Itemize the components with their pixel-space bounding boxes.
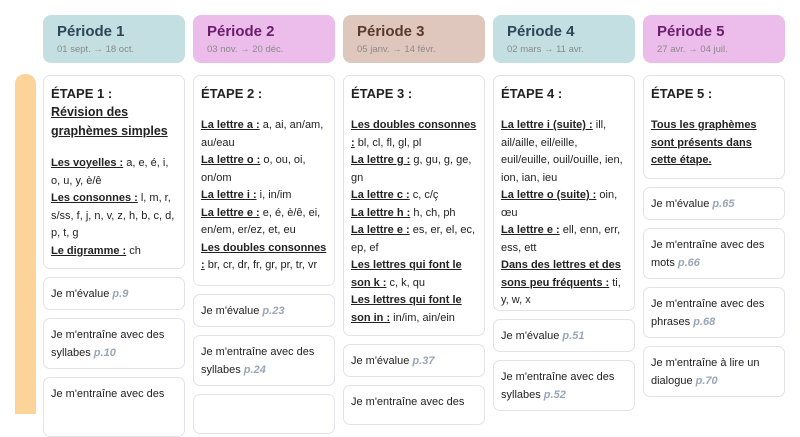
period-title: Période 5 [657, 23, 725, 40]
period-header-5[interactable] [643, 15, 785, 63]
step-card[interactable] [493, 75, 635, 311]
item-label: La lettre e : [351, 224, 410, 236]
period-column-5 [643, 15, 785, 437]
step-item [501, 257, 627, 310]
step-card[interactable] [43, 75, 185, 269]
step-item [201, 117, 327, 152]
page-ref: p.65 [712, 198, 735, 210]
periods-grid [43, 15, 785, 437]
exercise-label: Je m'évalue [651, 198, 713, 210]
step-item [651, 117, 777, 170]
exercise-label: Je m'entraîne avec des phrases [651, 298, 765, 328]
period-header-3[interactable] [343, 15, 485, 63]
item-value: o, ou, oi, on/om [201, 154, 306, 184]
item-value: ti, y, w, x [501, 276, 621, 306]
item-value: e, é, è/ê, ei, en/em, er/ez, et, eu [201, 206, 321, 236]
period-dates: 02 mars → 11 avr. [507, 44, 584, 55]
item-label: La lettre o : [201, 154, 261, 166]
item-value: ill, ail/aille, eil/eille, euil/euille, ouil/ouille, ien, ion, ian, ieu [501, 119, 623, 184]
exercise-label: Je m'évalue [201, 305, 263, 317]
item-label: Dans des lettres et des sons peu fréquents : [501, 259, 621, 289]
exercise-card[interactable] [193, 294, 335, 327]
item-label: Le digramme : [51, 244, 127, 257]
page-ref: p.9 [112, 288, 129, 300]
item-label: Les voyelles : [51, 157, 124, 169]
item-label: Les lettres qui font le son in : [351, 294, 462, 324]
period-cards [493, 75, 635, 411]
step-title: ÉTAPE 2 : [201, 86, 263, 101]
exercise-card[interactable] [43, 377, 185, 437]
step-title: ÉTAPE 5 : [651, 86, 713, 101]
step-item [201, 152, 327, 187]
step-item [51, 243, 177, 261]
exercise-label: Je m'entraîne avec des syllabes [201, 346, 315, 376]
exercise-card[interactable] [193, 394, 335, 434]
period-title: Période 1 [57, 23, 125, 40]
step-card[interactable] [643, 75, 785, 179]
item-label: La lettre e : [501, 224, 560, 236]
exercise-card[interactable] [493, 319, 635, 352]
step-item [201, 187, 327, 205]
exercise-label: Je m'évalue [501, 330, 563, 342]
step-item [201, 240, 327, 275]
exercise-card[interactable] [43, 318, 185, 369]
exercise-label: Je m'entraîne avec des [351, 396, 465, 408]
period-cards [343, 75, 485, 425]
period-dates: 03 nov. → 20 déc. [207, 44, 284, 55]
step-item [501, 187, 627, 222]
period-title: Période 3 [357, 23, 425, 40]
step-title: ÉTAPE 4 : [501, 86, 563, 101]
period-dates: 27 avr. → 04 juil. [657, 44, 728, 55]
item-value: c, c/ç [409, 189, 439, 201]
item-value: a, e, é, i, o, u, y, è/ê [51, 157, 169, 187]
item-label: Les doubles consonnes : [201, 241, 327, 271]
exercise-label: Je m'entraîne avec des mots [651, 239, 765, 269]
item-label: Les doubles consonnes : [351, 119, 477, 149]
page-ref: p.68 [693, 316, 716, 328]
item-label: Les lettres qui font le son k : [351, 259, 462, 289]
step-item [351, 292, 477, 327]
exercise-card[interactable] [643, 228, 785, 279]
item-label: La lettre a : [201, 119, 260, 131]
page-ref: p.23 [262, 305, 285, 317]
item-label: Tous les graphèmes sont présents dans cette étape. [651, 119, 757, 166]
item-value: i, in/im [256, 189, 292, 201]
item-value: ell, enn, err, ess, ett [501, 224, 621, 254]
item-label: La lettre h : [351, 206, 411, 219]
item-value: oin, œu [501, 189, 618, 219]
step-item [501, 117, 627, 187]
page-ref: p.51 [562, 330, 585, 342]
period-cards [643, 75, 785, 397]
period-title: Période 2 [207, 23, 275, 40]
exercise-card[interactable] [343, 385, 485, 425]
page-ref: p.37 [412, 355, 435, 367]
step-item [351, 187, 477, 205]
page-ref: p.52 [543, 389, 566, 401]
item-value: ch [126, 244, 141, 257]
step-item [351, 257, 477, 292]
step-item [201, 205, 327, 240]
page-ref: p.10 [93, 347, 116, 359]
item-value: l, m, r, s/ss, f, j, n, v, z, h, b, c, d, p, t, g [51, 192, 175, 239]
period-header-1[interactable] [43, 15, 185, 63]
item-value: h, ch, ph [410, 206, 456, 219]
step-title: ÉTAPE 1 : [51, 86, 113, 101]
exercise-label: Je m'entraîne avec des syllabes [51, 329, 165, 359]
item-value: c, k, qu [386, 276, 425, 289]
page-ref: p.24 [243, 364, 266, 376]
item-label: La lettre i : [201, 189, 257, 201]
period-dates: 01 sept. → 18 oct. [57, 44, 135, 55]
period-column-4 [493, 15, 635, 437]
item-label: La lettre o (suite) : [501, 189, 597, 201]
item-value: bl, cl, fl, gl, pl [354, 136, 422, 149]
step-card[interactable] [193, 75, 335, 286]
step-item [51, 155, 177, 190]
exercise-label: Je m'évalue [51, 288, 113, 300]
exercise-card[interactable] [343, 344, 485, 377]
item-value: in/im, ain/ein [390, 311, 455, 324]
step-item [501, 222, 627, 257]
step-item [351, 205, 477, 223]
step-title: ÉTAPE 3 : [351, 86, 413, 101]
step-item [351, 117, 477, 152]
exercise-card[interactable] [493, 360, 635, 411]
item-value: a, ai, an/am, au/eau [201, 119, 324, 149]
exercise-label: Je m'entraîne avec des syllabes [501, 371, 615, 401]
period-cards [43, 75, 185, 437]
item-label: La lettre e : [201, 206, 260, 219]
step-subtitle: Révision des graphèmes simples [51, 105, 168, 138]
exercise-card[interactable] [643, 346, 785, 397]
item-value: g, gu, g, ge, gn [351, 154, 472, 184]
exercise-label: Je m'entraîne à lire un dialogue [651, 357, 760, 387]
page-ref: p.66 [677, 257, 700, 269]
step-item [51, 190, 177, 243]
side-accent-bar [15, 74, 36, 414]
item-label: La lettre g : [351, 154, 411, 166]
item-label: Les consonnes : [51, 192, 138, 204]
item-value: es, er, el, ec, ep, ef [351, 224, 476, 254]
exercise-label: Je m'évalue [351, 355, 413, 367]
period-column-2 [193, 15, 335, 437]
period-column-3 [343, 15, 485, 437]
period-column-1 [43, 15, 185, 437]
item-label: La lettre c : [351, 189, 410, 201]
step-card[interactable] [343, 75, 485, 336]
period-cards [193, 75, 335, 434]
exercise-card[interactable] [643, 287, 785, 338]
item-label: La lettre i (suite) : [501, 119, 593, 131]
exercise-label: Je m'entraîne avec des [51, 388, 165, 400]
period-header-2[interactable] [193, 15, 335, 63]
page-ref: p.70 [695, 375, 718, 387]
step-item [351, 222, 477, 257]
exercise-card[interactable] [43, 277, 185, 310]
period-title: Période 4 [507, 23, 575, 40]
period-header-4[interactable] [493, 15, 635, 63]
step-item [351, 152, 477, 187]
exercise-card[interactable] [193, 335, 335, 386]
period-dates: 05 janv. → 14 févr. [357, 44, 436, 55]
item-value: br, cr, dr, fr, gr, pr, tr, vr [204, 259, 318, 271]
exercise-card[interactable] [643, 187, 785, 220]
